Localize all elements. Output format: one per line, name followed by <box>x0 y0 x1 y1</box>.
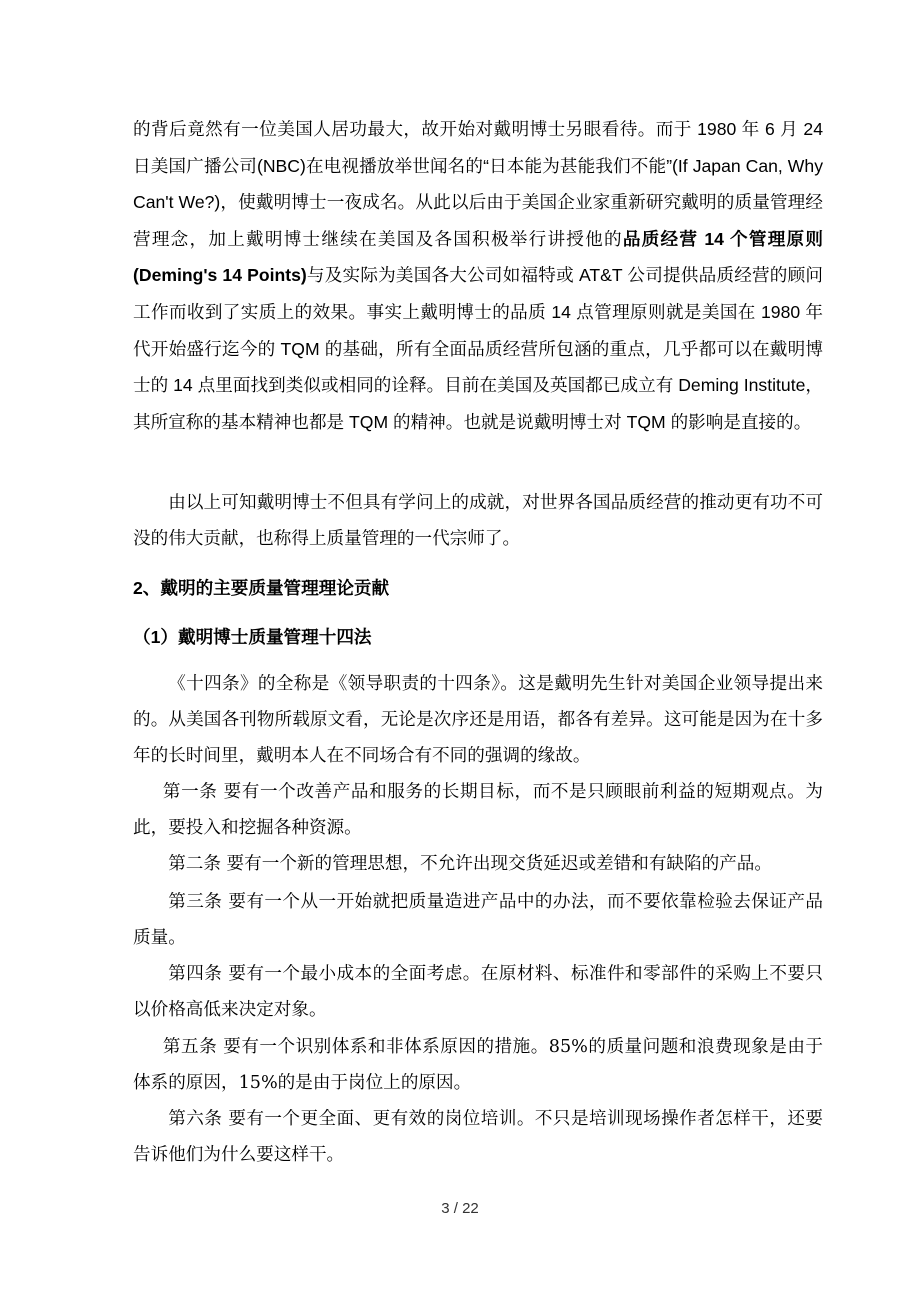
bold-deming-14-points: 品质经营 14 个管理原则(Deming's 14 Points) <box>133 228 823 286</box>
paragraph-deming-history <box>133 111 823 440</box>
article-5: 第五条 要有一个识别体系和非体系原因的措施。85%的质量问题和浪费现象是由于体系的原因，15%的是由于岗位上的原因。 <box>133 1037 823 1093</box>
article-2: 第二条 要有一个新的管理思想，不允许出现交货延迟或差错和有缺陷的产品。 <box>168 854 772 874</box>
paragraph-text: 的背后竟然有一位美国人居功最大，故开始对戴明博士另眼看待。而于 1980 年 6 月 24 日美国广播公司(NBC)在电视播放举世闻名的“日本能为甚能我们不能”(If Japan Can, Why Can't We?)，使戴明博士一夜成名。从此以后由于美国企业家重新研究戴明的质量管理经营理念，加上戴明博士继续在美国及各国积极举行讲授他的 <box>133 119 823 249</box>
subsection-heading: （1）戴明博士质量管理十四法 <box>133 627 372 647</box>
article-3: 第三条 要有一个从一开始就把质量造进产品中的办法，而不要依靠检验去保证产品质量。 <box>133 892 823 948</box>
section-heading: 2、戴明的主要质量管理理论贡献 <box>133 578 390 598</box>
paragraph-text: 与及实际为美国各大公司如福特或 AT&T 公司提供品质经营的顾问工作而收到了实质上的效果。事实上戴明博士的品质 14 点管理原则就是美国在 1980 年代开始盛行迄今的 TQM 的基础，所有全面品质经营所包涵的重点，几乎都可以在戴明博士的 14 点里面找到类似或相同的诠释。目前在美国及英国都已成立有 Deming Institute，其所宣称的基本精神也都是 TQM 的精神。也就是说戴明博士对 TQM 的影响是直接的。 <box>133 265 823 432</box>
page-number: 3 / 22 <box>441 1200 479 1217</box>
article-1: 第一条 要有一个改善产品和服务的长期目标，而不是只顾眼前利益的短期观点。为此，要投入和挖掘各种资源。 <box>133 782 823 838</box>
paragraph-intro: 《十四条》的全称是《领导职责的十四条》。这是戴明先生针对美国企业领导提出来的。从美国各刊物所载原文看，无论是次序还是用语，都各有差异。这可能是因为在十多年的长时间里，戴明本人在不同场合有不同的强调的缘故。 <box>133 674 823 766</box>
article-4: 第四条 要有一个最小成本的全面考虑。在原材料、标准件和零部件的采购上不要只以价格高低来决定对象。 <box>133 964 823 1020</box>
article-6: 第六条 要有一个更全面、更有效的岗位培训。不只是培训现场操作者怎样干，还要告诉他们为什么要这样干。 <box>133 1109 823 1165</box>
paragraph-summary: 由以上可知戴明博士不但具有学问上的成就，对世界各国品质经营的推动更有功不可没的伟大贡献，也称得上质量管理的一代宗师了。 <box>133 493 823 549</box>
